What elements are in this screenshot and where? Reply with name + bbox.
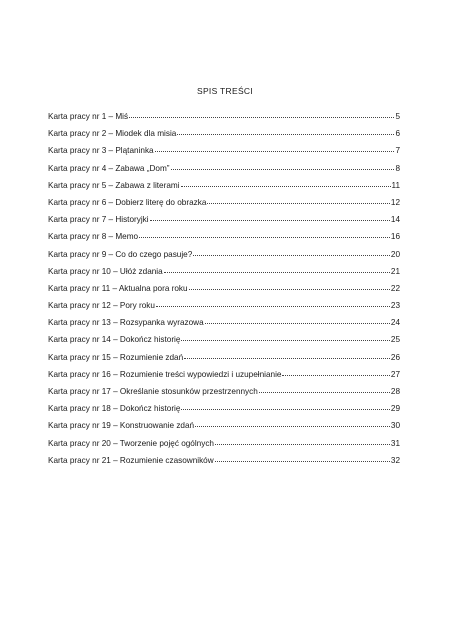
toc-dot-leader	[215, 461, 390, 462]
toc-dot-leader	[189, 289, 390, 290]
toc-entry[interactable]	[48, 387, 400, 404]
toc-dot-leader	[282, 375, 389, 376]
toc-entry-label: Karta pracy nr 16 – Rozumienie treści wypowiedzi i uzupełnianie	[48, 369, 282, 379]
toc-dot-leader	[181, 409, 389, 410]
toc-entry-label: Karta pracy nr 12 – Pory roku	[48, 301, 155, 311]
toc-dot-leader	[205, 323, 390, 324]
toc-entry-page-number: 20	[390, 249, 400, 259]
toc-entry-page-number: 29	[390, 404, 400, 414]
toc-list	[48, 112, 400, 473]
toc-dot-leader	[171, 169, 395, 170]
toc-dot-leader	[164, 272, 390, 273]
toc-entry-page-number: 31	[390, 438, 400, 448]
toc-entry[interactable]	[48, 146, 400, 163]
toc-entry[interactable]	[48, 335, 400, 352]
toc-entry-page-number: 30	[390, 421, 400, 431]
toc-entry-label: Karta pracy nr 2 – Miodek dla misia	[48, 129, 177, 139]
toc-dot-leader	[193, 255, 390, 256]
toc-entry-label: Karta pracy nr 5 – Zabawa z literami	[48, 180, 180, 190]
toc-entry-label: Karta pracy nr 6 – Dobierz literę do obrazka	[48, 197, 207, 207]
toc-entry[interactable]	[48, 284, 400, 301]
toc-entry-label: Karta pracy nr 11 – Aktualna pora roku	[48, 283, 188, 293]
toc-entry-page-number: 23	[390, 301, 400, 311]
toc-entry-label: Karta pracy nr 20 – Tworzenie pojęć ogólnych	[48, 438, 214, 448]
toc-entry-page-number: 28	[390, 387, 400, 396]
toc-dot-leader	[155, 151, 395, 152]
toc-entry-page-number: 22	[390, 283, 400, 293]
toc-dot-leader	[139, 237, 390, 238]
toc-entry-page-number: 5	[395, 112, 400, 121]
toc-entry[interactable]	[48, 404, 400, 421]
toc-entry[interactable]	[48, 181, 400, 198]
toc-dot-leader	[156, 306, 390, 307]
toc-entry-label: Karta pracy nr 1 – Miś	[48, 112, 129, 121]
toc-dot-leader	[129, 117, 394, 118]
toc-entry[interactable]	[48, 112, 400, 129]
toc-entry-label: Karta pracy nr 4 – Zabawa „Dom”	[48, 163, 170, 173]
toc-entry-label: Karta pracy nr 18 – Dokończ historię	[48, 404, 181, 414]
toc-entry-page-number: 6	[395, 129, 400, 139]
toc-entry[interactable]	[48, 353, 400, 370]
toc-entry-page-number: 11	[391, 180, 400, 190]
toc-entry-page-number: 24	[390, 318, 400, 328]
toc-dot-leader	[181, 186, 391, 187]
toc-entry[interactable]	[48, 250, 400, 267]
toc-entry-label: Karta pracy nr 8 – Memo	[48, 232, 139, 242]
toc-entry-label: Karta pracy nr 3 – Plątaninka	[48, 146, 154, 156]
toc-entry[interactable]	[48, 421, 400, 438]
toc-entry[interactable]	[48, 215, 400, 232]
toc-entry-label: Karta pracy nr 9 – Co do czego pasuje?	[48, 249, 193, 259]
toc-entry[interactable]	[48, 439, 400, 456]
toc-entry-page-number: 32	[390, 455, 400, 465]
toc-dot-leader	[177, 134, 394, 135]
toc-entry-label: Karta pracy nr 7 – Historyjki	[48, 215, 149, 225]
toc-dot-leader	[150, 220, 390, 221]
toc-entry[interactable]	[48, 129, 400, 146]
toc-entry-label: Karta pracy nr 10 – Ułóż zdania	[48, 266, 163, 276]
toc-entry[interactable]	[48, 318, 400, 335]
toc-dot-leader	[195, 426, 390, 427]
toc-entry[interactable]	[48, 301, 400, 318]
toc-dot-leader	[181, 340, 389, 341]
toc-dot-leader	[215, 444, 390, 445]
toc-entry[interactable]	[48, 456, 400, 473]
toc-entry-page-number: 25	[390, 335, 400, 345]
toc-entry-page-number: 14	[390, 215, 400, 225]
toc-entry-label: Karta pracy nr 13 – Rozsypanka wyrazowa	[48, 318, 204, 328]
toc-entry-label: Karta pracy nr 21 – Rozumienie czasowników	[48, 455, 214, 465]
toc-entry[interactable]	[48, 164, 400, 181]
toc-entry-page-number: 27	[390, 369, 400, 379]
toc-dot-leader	[184, 358, 390, 359]
toc-entry-page-number: 8	[395, 163, 400, 173]
toc-entry-page-number: 21	[390, 266, 400, 276]
toc-entry[interactable]	[48, 198, 400, 215]
toc-dot-leader	[207, 203, 390, 204]
toc-entry[interactable]	[48, 267, 400, 284]
toc-entry-page-number: 26	[390, 352, 400, 362]
toc-dot-leader	[259, 392, 390, 393]
toc-entry-label: Karta pracy nr 19 – Konstruowanie zdań	[48, 421, 195, 431]
toc-entry[interactable]	[48, 370, 400, 387]
toc-entry[interactable]	[48, 232, 400, 249]
toc-entry-label: Karta pracy nr 15 – Rozumienie zdań	[48, 352, 184, 362]
toc-entry-page-number: 12	[390, 197, 400, 207]
toc-entry-label: Karta pracy nr 14 – Dokończ historię	[48, 335, 181, 345]
toc-entry-page-number: 16	[390, 232, 400, 242]
toc-title: SPIS TREŚCI	[196, 86, 254, 96]
toc-entry-page-number: 7	[395, 146, 400, 156]
toc-entry-label: Karta pracy nr 17 – Określanie stosunków przestrzennych	[48, 387, 258, 396]
